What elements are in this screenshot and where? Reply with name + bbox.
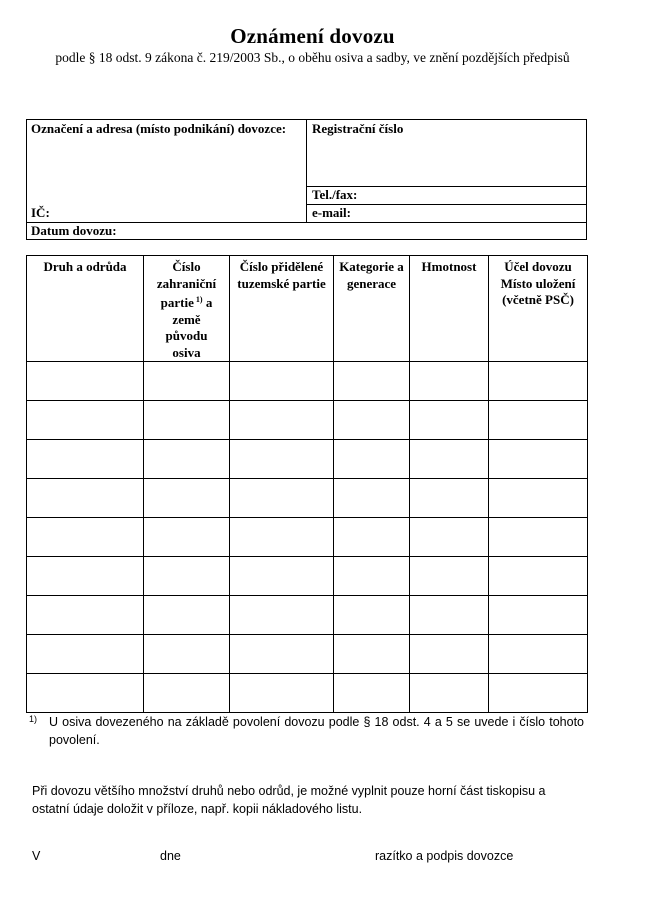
import-date-label: Datum dovozu:	[31, 223, 117, 238]
table-cell[interactable]	[27, 557, 144, 596]
footnote	[29, 713, 584, 749]
table-cell[interactable]	[144, 440, 230, 479]
footnote-reference: 1)	[195, 295, 203, 304]
table-row	[27, 518, 588, 557]
table-cell[interactable]	[27, 635, 144, 674]
table-cell[interactable]	[489, 674, 588, 713]
table-cell[interactable]	[334, 440, 410, 479]
table-row	[27, 596, 588, 635]
column-header-species-variety: Druh a odrůda	[27, 256, 144, 362]
table-row	[27, 362, 588, 401]
table-cell[interactable]	[144, 479, 230, 518]
table-cell[interactable]	[144, 401, 230, 440]
column-header-foreign-lot-number: Číslo zahraniční partie $^{1)}$ a země původu osiva	[144, 256, 230, 362]
ic-label: IČ:	[31, 205, 50, 220]
table-cell[interactable]	[144, 518, 230, 557]
table-row	[27, 635, 588, 674]
table-cell[interactable]	[410, 440, 489, 479]
table-cell[interactable]	[489, 557, 588, 596]
table-cell[interactable]	[230, 674, 334, 713]
table-cell[interactable]	[334, 596, 410, 635]
table-cell[interactable]	[230, 557, 334, 596]
table-cell[interactable]	[410, 518, 489, 557]
table-cell[interactable]	[27, 518, 144, 557]
page-title: Oznámení dovozu	[230, 24, 395, 48]
table-cell[interactable]	[144, 557, 230, 596]
email-label: e-mail:	[312, 205, 351, 220]
table-cell[interactable]	[230, 440, 334, 479]
table-cell[interactable]	[410, 479, 489, 518]
table-row	[27, 674, 588, 713]
importer-address-label: Označení a adresa (místo podnikání) dovozce:	[31, 121, 287, 136]
table-cell[interactable]	[230, 596, 334, 635]
info-box-divider	[306, 119, 307, 222]
table-cell[interactable]	[489, 635, 588, 674]
attachment-note: Při dovozu většího množství druhů nebo odrůd, je možné vyplnit pouze horní část tiskopisu a ostatní údaje doložit v příloze, např. kopii nákladového listu.	[32, 784, 546, 816]
date-label: dne	[160, 849, 181, 863]
table-cell[interactable]	[410, 362, 489, 401]
table-cell[interactable]	[230, 362, 334, 401]
table-cell[interactable]	[334, 557, 410, 596]
table-cell[interactable]	[489, 401, 588, 440]
table-cell[interactable]	[489, 518, 588, 557]
phone-fax-label: Tel./fax:	[312, 187, 358, 202]
stamp-signature-label: razítko a podpis dovozce	[375, 849, 514, 863]
table-cell[interactable]	[334, 362, 410, 401]
table-cell[interactable]	[334, 635, 410, 674]
table-cell[interactable]	[230, 635, 334, 674]
column-header-purpose-location: Účel dovozu Místo uložení (včetně PSČ)	[489, 256, 588, 362]
table-cell[interactable]	[489, 596, 588, 635]
table-cell[interactable]	[144, 596, 230, 635]
table-cell[interactable]	[144, 362, 230, 401]
column-header-domestic-lot-number: Číslo přidělené tuzemské partie	[230, 256, 334, 362]
table-cell[interactable]	[334, 479, 410, 518]
table-cell[interactable]	[230, 479, 334, 518]
table-row	[27, 401, 588, 440]
table-cell[interactable]	[334, 674, 410, 713]
table-cell[interactable]	[27, 440, 144, 479]
table-cell[interactable]	[27, 362, 144, 401]
table-cell[interactable]	[144, 635, 230, 674]
table-cell[interactable]	[144, 674, 230, 713]
table-cell[interactable]	[410, 596, 489, 635]
table-cell[interactable]	[230, 518, 334, 557]
table-row	[27, 557, 588, 596]
table-row	[27, 440, 588, 479]
table-cell[interactable]	[410, 635, 489, 674]
table-cell[interactable]	[27, 479, 144, 518]
table-cell[interactable]	[27, 596, 144, 635]
table-cell[interactable]	[489, 479, 588, 518]
registration-number-label: Registrační číslo	[312, 121, 404, 136]
import-items-table	[26, 255, 588, 713]
table-cell[interactable]	[410, 674, 489, 713]
page-subtitle: podle § 18 odst. 9 zákona č. 219/2003 Sb., o oběhu osiva a sadby, ve znění pozdějších předpisů	[55, 50, 570, 65]
table-cell[interactable]	[489, 440, 588, 479]
table-cell[interactable]	[410, 557, 489, 596]
table-cell[interactable]	[27, 401, 144, 440]
table-cell[interactable]	[489, 362, 588, 401]
table-cell[interactable]	[230, 401, 334, 440]
footnote-marker: 1)	[29, 714, 38, 724]
footnote-text: U osiva dovezeného na základě povolení dovozu podle § 18 odst. 4 a 5 se uvede i číslo tohoto povolení.	[49, 715, 584, 747]
column-header-weight: Hmotnost	[410, 256, 489, 362]
place-label: V	[32, 849, 41, 863]
table-row	[27, 479, 588, 518]
column-header-category-generation: Kategorie a generace	[334, 256, 410, 362]
table-cell[interactable]	[334, 401, 410, 440]
table-header-row	[27, 256, 588, 362]
table-cell[interactable]	[334, 518, 410, 557]
table-cell[interactable]	[410, 401, 489, 440]
table-cell[interactable]	[27, 674, 144, 713]
